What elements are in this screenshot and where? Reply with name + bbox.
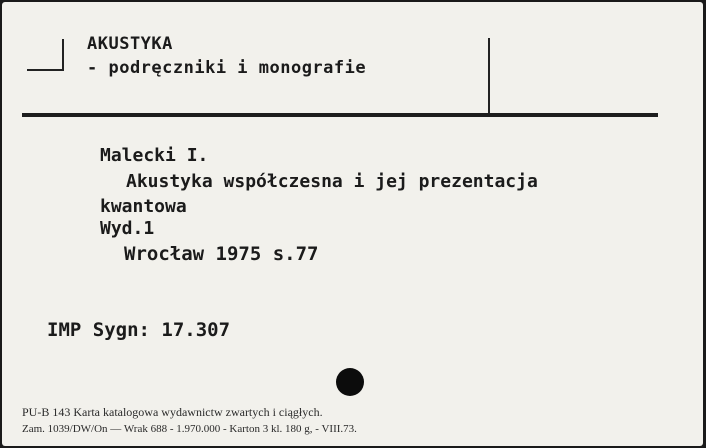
catalog-card	[2, 2, 703, 446]
punch-hole	[336, 368, 364, 396]
author: Malecki I.	[100, 145, 209, 166]
footer-line-1: PU-B 143 Karta katalogowa wydawnictw zwartych i ciągłych.	[22, 405, 323, 419]
header-rule-left-vertical	[62, 39, 64, 71]
subject-subheading: - podręczniki i monografie	[87, 58, 367, 78]
header-divider	[22, 113, 658, 117]
shelfmark: IMP Sygn: 17.307	[47, 319, 231, 341]
footer-line-2: Zam. 1039/DW/On — Wrak 688 - 1.970.000 - Karton 3 kl. 180 g, - VIII.73.	[22, 423, 357, 435]
imprint: Wrocław 1975 s.77	[124, 243, 319, 265]
subject-heading: AKUSTYKA	[87, 34, 173, 54]
header-rule-right-vertical	[488, 38, 490, 114]
edition: Wyd.1	[100, 218, 155, 239]
title-line-2: kwantowa	[100, 196, 187, 217]
title-line-1: Akustyka współczesna i jej prezentacja	[126, 171, 538, 192]
header-rule-left-horizontal	[27, 69, 63, 71]
